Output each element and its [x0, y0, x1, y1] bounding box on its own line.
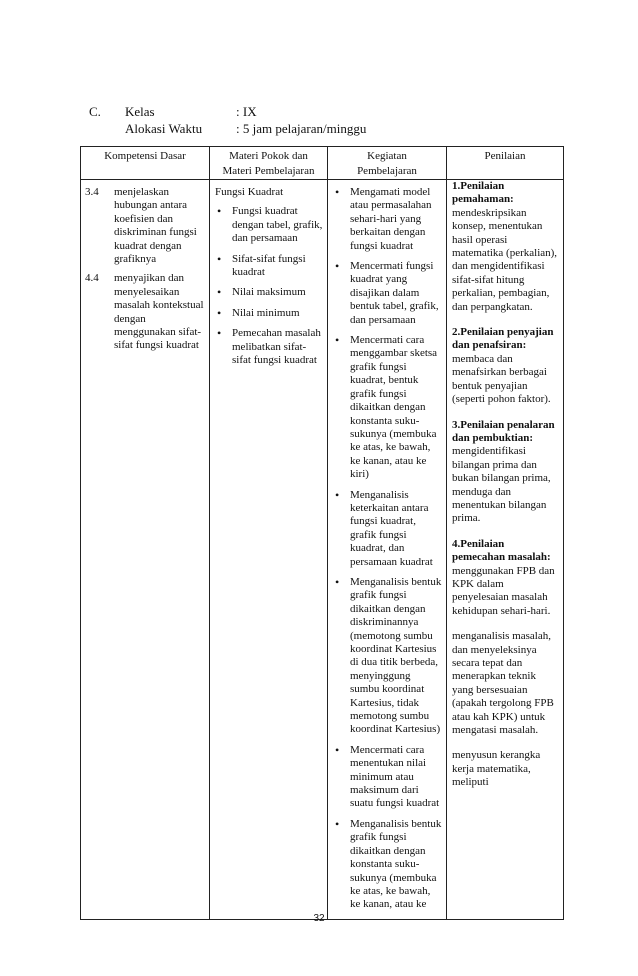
kd-item: 4.4 menyajikan dan menyelesaikan masalah kontekstual dengan menggunakan sifat-sifat fungsi kuadrat [85, 272, 204, 352]
cell-materi [210, 180, 328, 920]
header-penilaian: Penilaian [447, 147, 564, 180]
alokasi-waktu-label: Alokasi Waktu [125, 121, 203, 136]
header-kompetensi-dasar: Kompetensi Dasar [81, 147, 210, 180]
penilaian-item: menganalisis masalah, dan menyeleksinya secara tepat dan menerapkan teknik yang bersesuaian (apakah tergolong FPB atau kah KPK) untuk mengatasi masalah. [452, 630, 554, 737]
kegiatan-item: • Mencermati cara menggambar sketsa grafik fungsi kuadrat, bentuk grafik fungsi dikaitkan dengan konstanta suku-sukunya (membuka ke atas, ke bawah, ke kanan, atau ke kiri) [333, 334, 442, 481]
kegiatan-item: • Mencermati fungsi kuadrat yang disajikan dalam bentuk tabel, grafik, dan persamaan [333, 260, 442, 327]
materi-title: Fungsi Kuadrat [215, 186, 284, 198]
cell-kegiatan [328, 180, 447, 920]
cell-penilaian [447, 180, 564, 920]
penilaian-item: 3.Penilaian penalaran dan pembuktian: mengidentifikasi bilangan prima dan bukan bilangan prima, menduga dan menentukan bilangan prima. [452, 418, 555, 525]
page-number: 32 [313, 913, 325, 924]
materi-item: • Nilai maksimum [215, 286, 323, 299]
kegiatan-item: • Menganalisis bentuk grafik fungsi dikaitkan dengan diskriminannya (memotong sumbu koordinat Kartesius di dua titik berbeda, menyinggung sumbu koordinat Kartesius, tidak memotong sumbu koordinat Kartesius) [333, 576, 442, 737]
header-materi: Materi Pokok dan Materi Pembelajaran [210, 147, 328, 180]
materi-item: • Pemecahan masalah melibatkan sifat-sifat fungsi kuadrat [215, 327, 323, 367]
materi-item: • Sifat-sifat fungsi kuadrat [215, 253, 323, 280]
penilaian-item: 1.Penilaian pemahaman: mendeskripsikan konsep, menentukan hasil operasi matematika (perkalian), dan mengidentifikasi sifat-sifat hitung perkalian, pembagian, dan perpangkatan. [452, 180, 558, 313]
kegiatan-item: • Mencermati cara menentukan nilai minimum atau maksimum dari suatu fungsi kuadrat [333, 744, 442, 811]
materi-item: • Fungsi kuadrat dengan tabel, grafik, dan persamaan [215, 205, 323, 245]
kegiatan-item: • Menganalisis bentuk grafik fungsi dikaitkan dengan konstanta suku-sukunya (membuka ke atas, ke bawah, ke kanan, atau ke [333, 818, 442, 912]
materi-item: • Nilai minimum [215, 307, 323, 320]
alokasi-waktu-value: : 5 jam pelajaran/minggu [236, 121, 367, 136]
penilaian-item: 4.Penilaian pemecahan masalah: menggunakan FPB dan KPK dalam penyelesaian masalah kehidupan sehari-hari. [452, 537, 555, 617]
kegiatan-item: • Menganalisis keterkaitan antara fungsi kuadrat, grafik fungsi kuadrat, dan persamaan kuadrat [333, 489, 442, 569]
cell-kompetensi-dasar [81, 180, 210, 920]
kelas-label: Kelas [125, 104, 155, 119]
kegiatan-item: • Mengamati model atau permasalahan sehari-hari yang berkaitan dengan fungsi kuadrat [333, 186, 442, 253]
syllabus-table [80, 146, 564, 920]
penilaian-item: menyusun kerangka kerja matematika, meliputi [452, 749, 541, 789]
kelas-value: : IX [236, 104, 257, 119]
section-letter: C. [89, 104, 101, 119]
penilaian-item: 2.Penilaian penyajian dan penafsiran: membaca dan menafsirkan berbagai bentuk penyajian (seperti pohon faktor). [452, 326, 554, 406]
kd-item: 3.4 menjelaskan hubungan antara koefisien dan diskriminan fungsi kuadrat dengan grafiknya [85, 186, 197, 266]
header-kegiatan: Kegiatan Pembelajaran [328, 147, 447, 180]
